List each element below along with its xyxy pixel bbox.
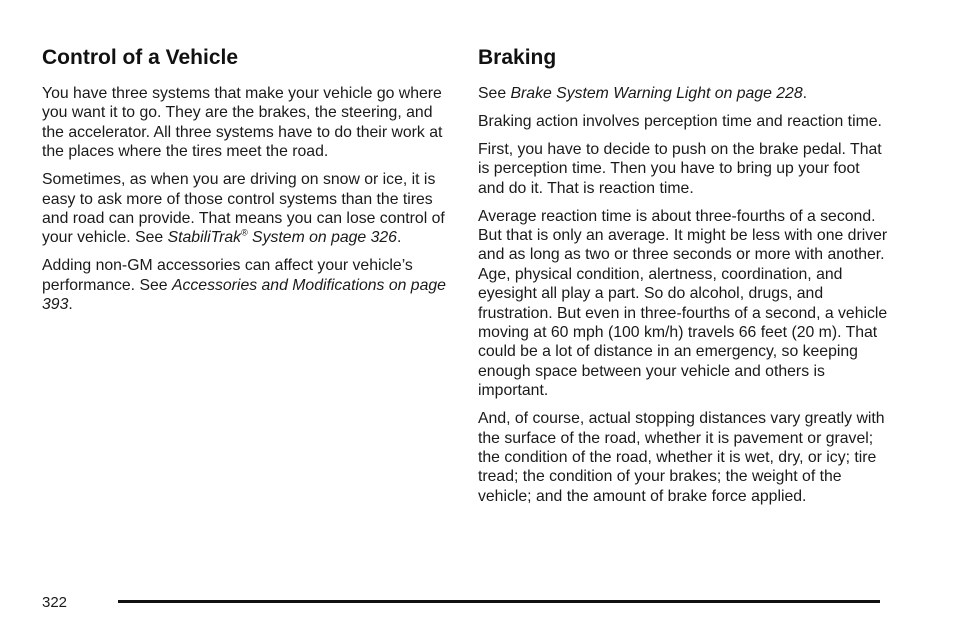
registered-mark: ®: [241, 228, 248, 239]
paragraph: [42, 256, 452, 314]
punctuation: .: [802, 85, 808, 102]
cross-reference-brake-warning[interactable]: Brake System Warning Light on page 228: [510, 85, 803, 102]
punctuation: .: [396, 229, 402, 247]
section-title-braking: Braking: [478, 46, 557, 69]
paragraph-text: Sometimes, as when you are driving on snow or ice, it is easy to ask more of those control systems than the tires and road can provide. That means you can lose control of your vehicle. See: [42, 171, 445, 247]
punctuation: .: [68, 296, 73, 314]
paragraph: And, of course, actual stopping distances vary greatly with the surface of the road, whether it is pavement or gravel; the condition of the road, whether it is wet, dry, or icy; tire tread; the condition of your brakes; the weight of the vehicle; and the amount of brake force applied.: [478, 410, 885, 505]
page-number: 322: [42, 594, 68, 611]
section-title-control: Control of a Vehicle: [42, 46, 239, 69]
ref-text: StabiliTrak: [167, 229, 242, 247]
paragraph: [478, 84, 888, 103]
paragraph-text: Adding non-GM accessories can affect your vehicle’s performance. See: [42, 257, 413, 294]
ref-text: System on page 326: [247, 229, 397, 247]
paragraph: First, you have to decide to push on the brake pedal. That is perception time. Then you have to bring up your foot and do it. That is reaction time.: [478, 140, 882, 197]
paragraph: Braking action involves perception time and reaction time.: [478, 112, 882, 130]
paragraph: [42, 170, 452, 248]
paragraph-text: See: [478, 85, 511, 102]
cross-reference-accessories[interactable]: Accessories and Modifications on page 393: [42, 276, 446, 314]
right-column: [478, 44, 888, 515]
paragraph: You have three systems that make your vehicle go where you want it to go. They are the brakes, the steering, and the accelerator. All three systems have to do their work at the places where the tires meet the road.: [42, 85, 443, 161]
cross-reference-stabilitrak[interactable]: [168, 229, 397, 246]
paragraph: Average reaction time is about three-fourths of a second. But that is only an average. It might be less with one driver and as long as two or three seconds or more with another. Age, physical condition, alertness, coordination, and eyesight all play a part. So do alcohol, drugs, and frustration. But even in three-fourths of a second, a vehicle moving at 60 mph (100 km/h) travels 66 feet (20 m). That could be a lot of distance in an emergency, so keeping enough space between your vehicle and others is important.: [478, 207, 888, 400]
footer-rule: [118, 600, 880, 603]
left-column: [42, 44, 452, 323]
